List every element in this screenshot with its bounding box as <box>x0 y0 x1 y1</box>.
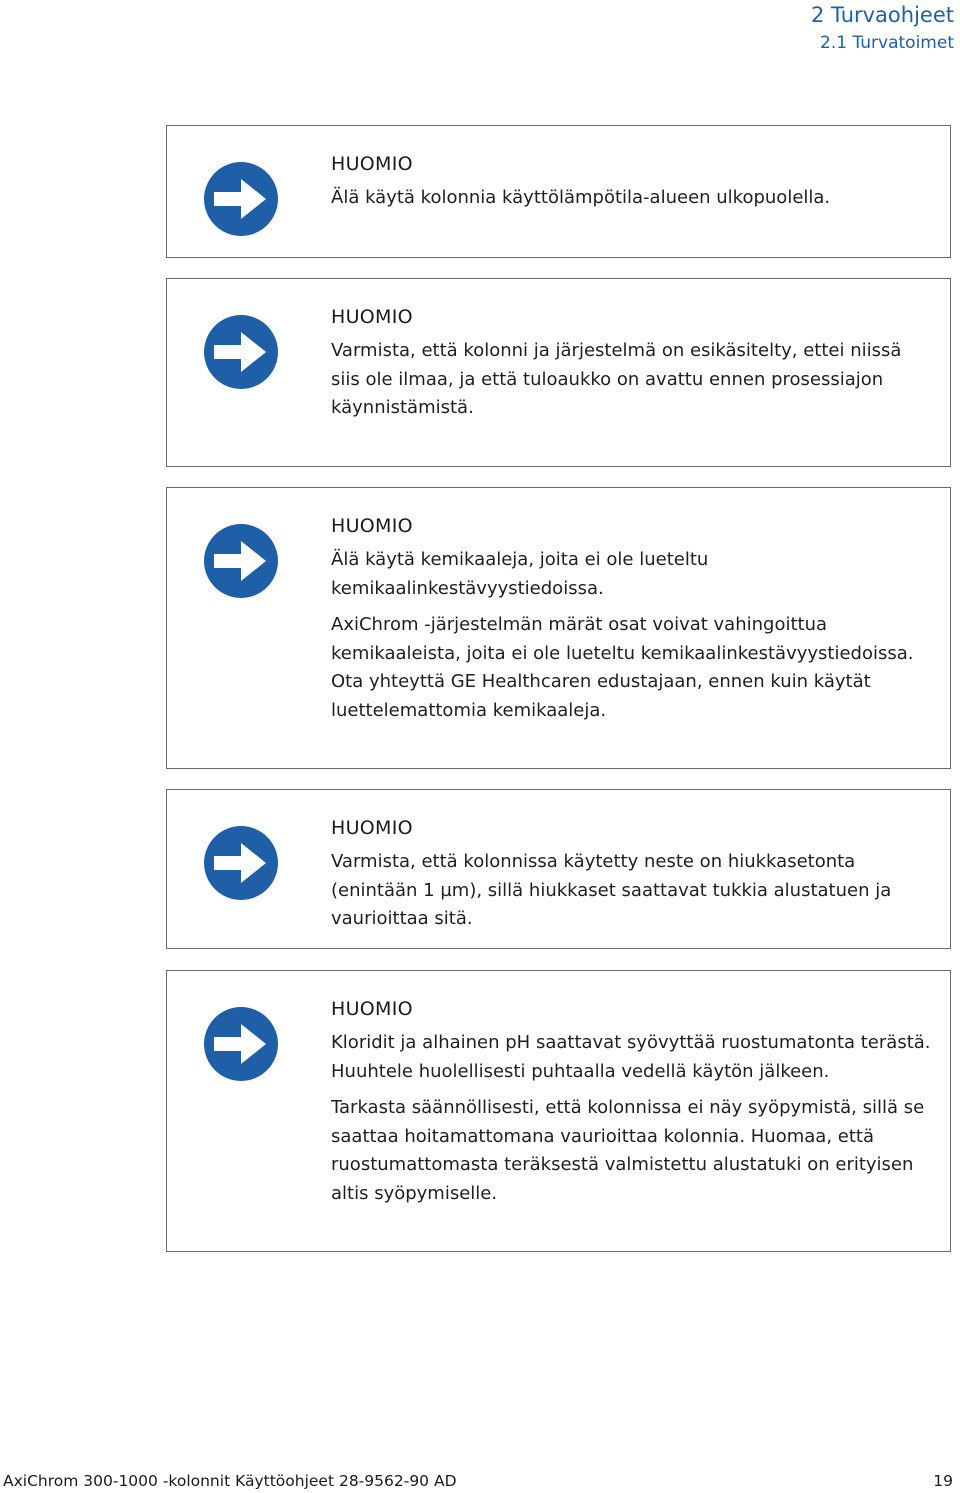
notice-text: Älä käytä kolonnia käyttölämpötila-alueen ulkopuolella. <box>331 187 831 208</box>
notice-content <box>331 817 932 934</box>
notice-text: Kloridit ja alhainen pH saattavat syövyttää ruostumatonta terästä. Huuhtele huolellisesti puhtaalla vedellä käytön jälkeen. <box>331 1032 931 1082</box>
notice-text: Varmista, että kolonni ja järjestelmä on esikäsitelty, ettei niissä siis ole ilmaa, ja että tuloaukko on avattu ennen prosessiajon käynnistämistä. <box>331 340 902 418</box>
section-title: 2.1 Turvatoimet <box>820 33 954 53</box>
chapter-title: 2 Turvaohjeet <box>811 3 954 27</box>
notice-text: Älä käytä kemikaaleja, joita ei ole lueteltu kemikaalinkestävyystiedoissa. <box>331 549 709 599</box>
footer-page-number: 19 <box>933 1472 953 1490</box>
notice-label: HUOMIO <box>331 998 413 1020</box>
footer-document-title: AxiChrom 300-1000 -kolonnit Käyttöohjeet 28-9562-90 AD <box>3 1472 457 1490</box>
arrow-right-icon <box>204 826 278 900</box>
arrow-right-icon <box>204 1007 278 1081</box>
notice-content <box>331 306 932 423</box>
arrow-right-icon <box>204 315 278 389</box>
notice-box <box>166 970 951 1252</box>
notice-content <box>331 515 932 725</box>
notice-label: HUOMIO <box>331 515 413 537</box>
notice-box <box>166 278 951 467</box>
notice-box <box>166 789 951 949</box>
running-header <box>811 2 954 58</box>
notice-box <box>166 125 951 258</box>
notice-box <box>166 487 951 769</box>
arrow-right-icon <box>204 524 278 598</box>
notice-text: AxiChrom -järjestelmän märät osat voivat vahingoittua kemikaaleista, joita ei ole lueteltu kemikaalinkestävyystiedoissa. Ota yhteyttä GE Healthcaren edustajaan, ennen kuin käytät luettelemattomia kemikaaleja. <box>331 614 914 721</box>
notice-label: HUOMIO <box>331 817 413 839</box>
notice-text: Tarkasta säännöllisesti, että kolonnissa ei näy syöpymistä, sillä se saattaa hoitamattomana vaurioittaa kolonnia. Huomaa, että ruostumattomasta teräksestä valmistettu alustatuki on erityisen altis syöpymiselle. <box>331 1097 925 1204</box>
notice-content <box>331 153 932 213</box>
notice-label: HUOMIO <box>331 153 413 175</box>
notice-content <box>331 998 932 1208</box>
notice-text: Varmista, että kolonnissa käytetty neste on hiukkasetonta (enintään 1 µm), sillä hiukkaset saattavat tukkia alustatuen ja vaurioittaa sitä. <box>331 851 892 929</box>
notice-label: HUOMIO <box>331 306 413 328</box>
arrow-right-icon <box>204 162 278 236</box>
